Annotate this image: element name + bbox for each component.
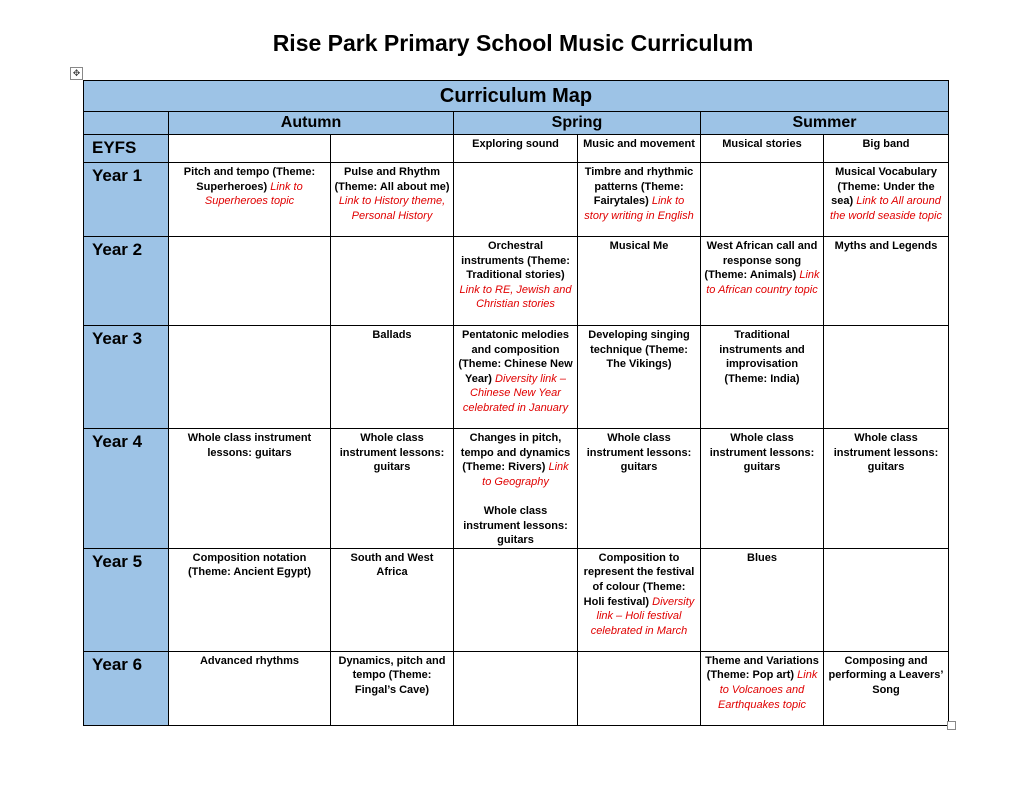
- year-row: [84, 429, 949, 549]
- cell-topic: Blues: [747, 551, 777, 564]
- cell-topic: Composition to represent the festival of colour (Theme: Holi festival): [583, 551, 695, 608]
- cell-topic: Theme and Variations (Theme: Pop art): [705, 654, 819, 682]
- curriculum-cell: [578, 429, 701, 549]
- cell-topic: Whole class instrument lessons: guitars: [586, 432, 692, 474]
- cell-topic: Traditional instruments and improvisation (Theme: India): [719, 329, 805, 385]
- cell-topic: Musical stories: [722, 138, 802, 150]
- cell-topic: Timbre and rhythmic patterns (Theme: Fairytales): [584, 166, 694, 208]
- cell-topic: West African call and response song (Theme: Animals): [704, 240, 818, 282]
- cell-topic: Musical Vocabulary (Theme: Under the sea): [831, 166, 937, 208]
- season-summer: Summer: [701, 112, 949, 135]
- cell-cross-curricular-link: Link to Superheroes topic: [204, 180, 303, 208]
- curriculum-cell: [701, 429, 824, 549]
- curriculum-cell: [578, 135, 701, 163]
- curriculum-cell: [701, 237, 824, 326]
- cell-topic: Ballads: [372, 329, 412, 341]
- season-spring: Spring: [454, 112, 701, 135]
- curriculum-cell: [578, 237, 701, 326]
- table-resize-handle[interactable]: [947, 721, 956, 730]
- cell-topic: Whole class instrument lessons: guitars: [709, 432, 815, 474]
- cell-cross-curricular-link: Diversity link – Chinese New Year celebrated in January: [462, 372, 569, 414]
- curriculum-cell: [454, 429, 578, 549]
- cell-topic: Whole class instrument lessons: guitars: [187, 432, 312, 459]
- curriculum-cell: [169, 237, 331, 326]
- year-label: Year 6: [84, 651, 169, 725]
- year-row: [84, 326, 949, 429]
- curriculum-cell: [824, 135, 949, 163]
- curriculum-cell: [331, 548, 454, 651]
- cell-topic: Whole class instrument lessons: guitars: [339, 432, 445, 474]
- cell-topic: Whole class instrument lessons: guitars: [833, 432, 939, 474]
- cell-topic: Orchestral instruments (Theme: Traditional stories): [461, 240, 570, 282]
- curriculum-cell: [578, 548, 701, 651]
- year-label: Year 5: [84, 548, 169, 651]
- curriculum-cell: [169, 429, 331, 549]
- curriculum-cell: [454, 548, 578, 651]
- year-rows: [84, 135, 949, 726]
- year-label: EYFS: [84, 135, 169, 163]
- curriculum-cell: [454, 237, 578, 326]
- curriculum-cell: [331, 651, 454, 725]
- year-label: Year 3: [84, 326, 169, 429]
- cell-cross-curricular-link: Link to African country topic: [706, 269, 820, 296]
- cell-topic: Music and movement: [583, 138, 695, 150]
- curriculum-cell: [578, 326, 701, 429]
- curriculum-cell: [824, 237, 949, 326]
- cell-topic: Pulse and Rhythm (Theme: All about me): [334, 166, 450, 193]
- year-label: Year 1: [84, 163, 169, 237]
- cell-topic: Dynamics, pitch and tempo (Theme: Fingal’s Cave): [338, 654, 446, 696]
- cell-topic: Developing singing technique (Theme: The Vikings): [588, 329, 690, 371]
- curriculum-cell: [824, 163, 949, 237]
- cell-cross-curricular-link: Link to RE, Jewish and Christian stories: [459, 283, 572, 311]
- cell-cross-curricular-link: Diversity link – Holi festival celebrated in March: [590, 595, 695, 637]
- curriculum-cell: [169, 326, 331, 429]
- season-autumn: Autumn: [169, 112, 454, 135]
- curriculum-cell: [331, 326, 454, 429]
- year-label: Year 4: [84, 429, 169, 549]
- curriculum-cell: [169, 135, 331, 163]
- cell-cross-curricular-link: Link to story writing in English: [584, 195, 694, 222]
- curriculum-cell: [578, 163, 701, 237]
- document-title: Rise Park Primary School Music Curriculum: [272, 30, 754, 56]
- curriculum-cell: [824, 326, 949, 429]
- move-arrows-icon[interactable]: ✥: [70, 67, 83, 80]
- cell-topic: South and West Africa: [350, 551, 434, 579]
- curriculum-cell: [454, 163, 578, 237]
- cell-topic: Exploring sound: [472, 138, 559, 150]
- header-corner-cell: [84, 112, 169, 135]
- curriculum-cell: [824, 429, 949, 549]
- cell-cross-curricular-link: Link to All around the world seaside topic: [830, 195, 942, 222]
- curriculum-cell: [454, 326, 578, 429]
- cell-extra-topic: Whole class instrument lessons: guitars: [463, 504, 568, 547]
- cell-cross-curricular-link: Link to History theme, Personal History: [338, 195, 446, 222]
- cell-cross-curricular-link: Link to Volcanoes and Earthquakes topic: [717, 669, 818, 711]
- curriculum-cell: [454, 135, 578, 163]
- curriculum-cell: [701, 135, 824, 163]
- cell-topic: Pitch and tempo (Theme: Superheroes): [183, 166, 316, 193]
- year-row: [84, 135, 949, 163]
- curriculum-cell: [331, 237, 454, 326]
- year-row: [84, 237, 949, 326]
- curriculum-cell: [331, 163, 454, 237]
- cell-topic: Advanced rhythms: [199, 654, 300, 667]
- cell-topic: Changes in pitch, tempo and dynamics (Theme: Rivers): [460, 432, 571, 474]
- year-row: [84, 548, 949, 651]
- cell-topic: Composing and performing a Leavers’ Song: [828, 654, 944, 696]
- curriculum-cell: [701, 326, 824, 429]
- curriculum-map-title: Curriculum Map: [84, 81, 949, 112]
- curriculum-cell: [454, 651, 578, 725]
- year-row: [84, 163, 949, 237]
- curriculum-cell: [701, 163, 824, 237]
- cell-cross-curricular-link: Link to Geography: [482, 461, 569, 488]
- curriculum-cell: [824, 548, 949, 651]
- cell-topic: Pentatonic melodies and composition (Theme: Chinese New Year): [458, 329, 573, 385]
- curriculum-table: [83, 80, 949, 726]
- year-row: [84, 651, 949, 725]
- curriculum-cell: [169, 651, 331, 725]
- curriculum-cell: [578, 651, 701, 725]
- curriculum-cell: [169, 548, 331, 651]
- cell-topic: Musical Me: [609, 240, 669, 252]
- curriculum-cell: [701, 548, 824, 651]
- curriculum-cell: [331, 429, 454, 549]
- cell-topic: Myths and Legends: [834, 240, 938, 252]
- curriculum-cell: [331, 135, 454, 163]
- cell-topic: Composition notation (Theme: Ancient Egypt): [187, 551, 312, 579]
- curriculum-cell: [701, 651, 824, 725]
- cell-topic: Big band: [862, 138, 910, 150]
- curriculum-cell: [169, 163, 331, 237]
- curriculum-cell: [824, 651, 949, 725]
- year-label: Year 2: [84, 237, 169, 326]
